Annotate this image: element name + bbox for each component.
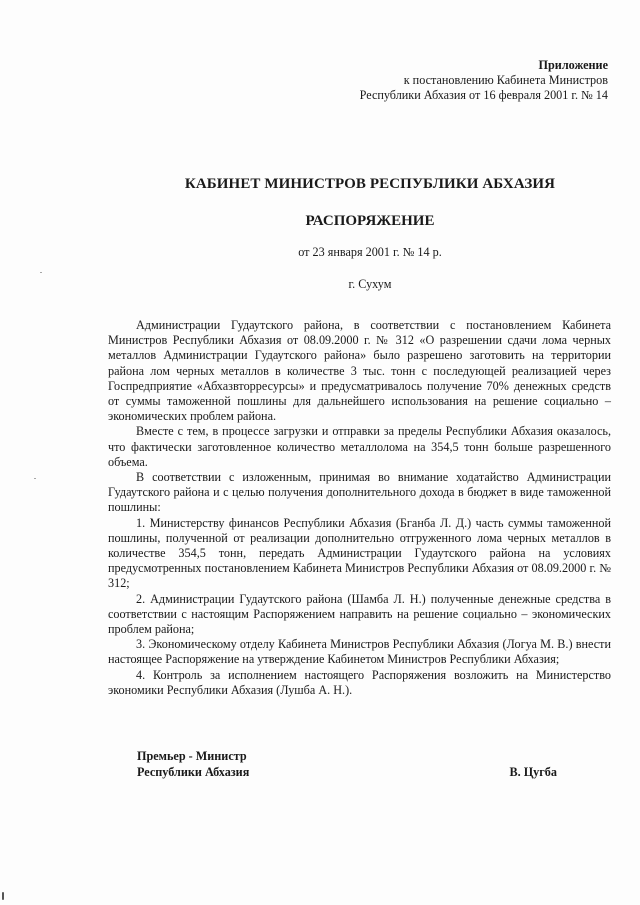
paragraph-intro: Администрации Гудаутского района, в соответствии с постановлением Кабинета Министров Республики Абхазия от 08.09.2000 г. № 312 «О разрешении сдачи лома черных металлов Администрации Гудаутского района» было разрешено заготовить на территории района лом черных металлов в количестве 3 тыс. тонн с последующей реализацией через Госпредприятие «Абхазвторресурсы» и предусматривалось получение 70% денежных средств от суммы таможенной пошлины для дальнейшего использования на решение социально – экономических проблем района. <box>108 318 611 424</box>
signature-block <box>137 748 557 780</box>
paragraph-basis: В соответствии с изложенным, принимая во внимание ходатайство Администрации Гудаутского района и с целью получения дополнительного дохода в бюджет в виде таможенной пошлины: <box>108 470 611 515</box>
cabinet-heading: КАБИНЕТ МИНИСТРОВ РЕСПУБЛИКИ АБХАЗИЯ <box>184 176 556 192</box>
scan-speck <box>34 478 36 479</box>
appendix-title: Приложение <box>538 58 608 72</box>
order-item-4: 4. Контроль за исполнением настоящего Распоряжения возложить на Министерство экономики Республики Абхазия (Лушба А. Н.). <box>108 667 611 697</box>
signer-position-line-1: Премьер - Министр <box>137 749 247 763</box>
signer-position-line-2: Республики Абхазия <box>137 765 250 779</box>
appendix-block <box>360 58 608 103</box>
signer-name: В. Цугба <box>509 765 557 779</box>
document-date: от 23 января 2001 г. № 14 р. <box>298 245 442 259</box>
order-item-2: 2. Администрации Гудаутского района (Шамба Л. Н.) полученные денежные средства в соответствии с настоящим Распоряжением направить на решение социально – экономических проблем района; <box>108 591 611 637</box>
document-city: г. Сухум <box>348 277 392 291</box>
appendix-line-2: Республики Абхазия от 16 февраля 2001 г. № 14 <box>359 88 608 102</box>
order-item-1: 1. Министерству финансов Республики Абхазия (Бганба Л. Д.) часть суммы таможенной пошлины, полученной от реализации дополнительно отгруженного лома черных металлов в количестве 354,5 тонн, передать Администрации Гудаутского района на условиях предусмотренных постановлением Кабинета Министров Республики Абхазия от 08.09.2000 г. № 312; <box>108 515 611 591</box>
scan-speck <box>2 892 4 900</box>
appendix-line-1: к постановлению Кабинета Министров <box>403 73 608 87</box>
paragraph-excess: Вместе с тем, в процессе загрузки и отправки за пределы Республики Абхазия оказалось, что фактически заготовленное количество металлолома на 354,5 тонн больше разрешенного объема. <box>108 424 611 469</box>
order-item-3: 3. Экономическому отделу Кабинета Министров Республики Абхазия (Логуа М. В.) внести настоящее Распоряжение на утверждение Кабинетом Министров Республики Абхазия; <box>108 637 611 667</box>
scan-speck <box>40 272 42 273</box>
document-type-heading: РАСПОРЯЖЕНИЕ <box>305 213 435 229</box>
document-body <box>108 318 611 698</box>
